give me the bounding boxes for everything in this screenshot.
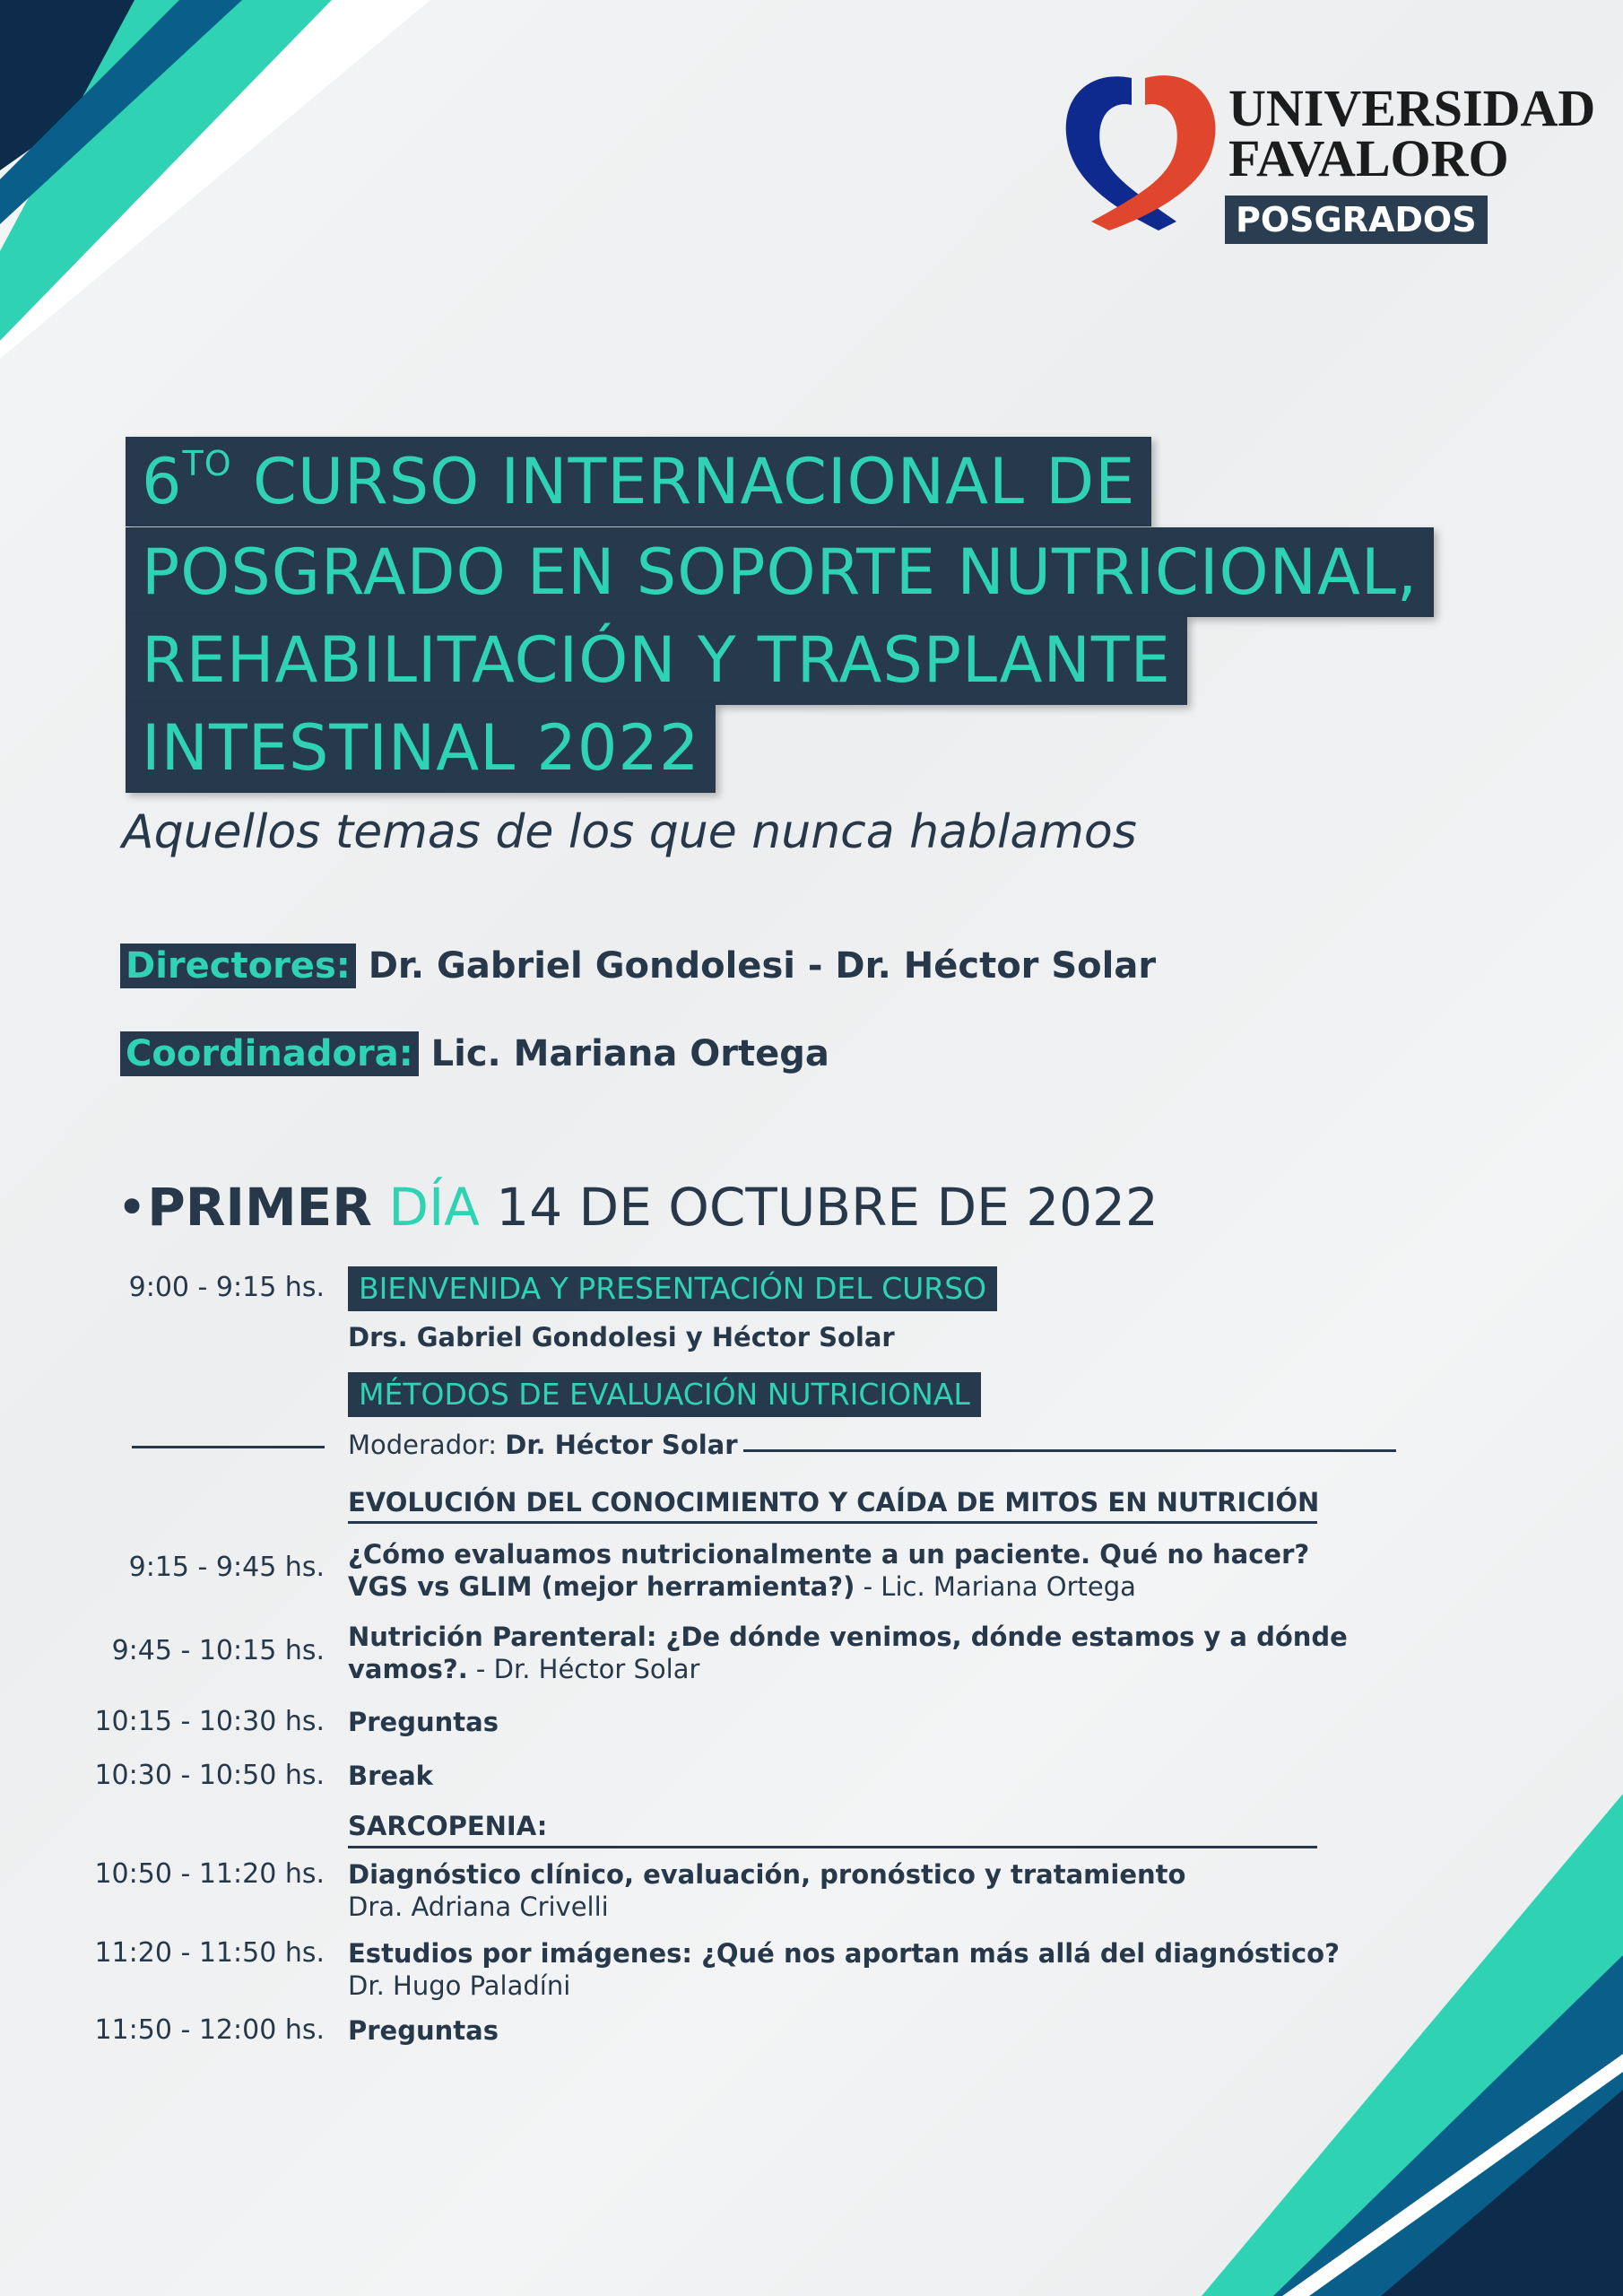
talk-title: Diagnóstico clínico, evaluación, pronóstico y tratamiento (348, 1859, 1186, 1890)
time: 9:45 - 10:15 hs. (111, 1635, 325, 1666)
divider (348, 1521, 1317, 1524)
coordinadora-value: Lic. Mariana Ortega (430, 1033, 829, 1074)
coordinadora (120, 1033, 829, 1074)
time: 11:50 - 12:00 hs. (94, 2014, 325, 2046)
title-line3: REHABILITACIÓN Y TRASPLANTE (126, 615, 1187, 705)
speakers: Drs. Gabriel Gondolesi y Héctor Solar (348, 1322, 895, 1352)
heart-logo-icon (1060, 65, 1221, 235)
speaker: - Dr. Héctor Solar (467, 1654, 700, 1684)
time: 10:50 - 11:20 hs. (94, 1858, 325, 1890)
day-date: 14 DE OCTUBRE DE 2022 (496, 1177, 1159, 1238)
moderator (348, 1430, 738, 1460)
title-line4: INTESTINAL 2022 (126, 703, 716, 793)
bullet: • (117, 1177, 148, 1238)
logo-line2: FAVALORO (1228, 129, 1509, 187)
block-box: MÉTODOS DE EVALUACIÓN NUTRICIONAL (348, 1372, 981, 1417)
talk-title: ¿Cómo evaluamos nutricionalmente a un paciente. Qué no hacer? (348, 1539, 1310, 1570)
title-line1 (126, 437, 1151, 526)
talk-title: Break (348, 1761, 433, 1791)
speaker: - Lic. Mariana Ortega (855, 1571, 1136, 1602)
time: 10:30 - 10:50 hs. (94, 1760, 325, 1791)
directores (120, 945, 1156, 987)
directores-value: Dr. Gabriel Gondolesi - Dr. Héctor Solar (368, 945, 1157, 987)
time: 9:00 - 9:15 hs. (128, 1272, 325, 1303)
talk-title: Nutrición Parenteral: ¿De dónde venimos, dónde estamos y a dónde (348, 1622, 1348, 1652)
time: 10:15 - 10:30 hs. (94, 1706, 325, 1737)
directores-label: Directores: (120, 944, 356, 988)
talk-title: Preguntas (348, 1707, 499, 1737)
moderator-name: Dr. Héctor Solar (505, 1430, 738, 1460)
title-line2: POSGRADO EN SOPORTE NUTRICIONAL, (126, 527, 1434, 617)
posgrados-badge: POSGRADOS (1225, 196, 1488, 244)
subtitle: Aquellos temas de los que nunca hablamos (122, 805, 1137, 859)
time: 9:15 - 9:45 hs. (128, 1552, 325, 1583)
divider (743, 1449, 1396, 1452)
moderator-label: Moderador: (348, 1430, 498, 1460)
divider (348, 1846, 1317, 1848)
title-ordinal-sup: TO (182, 444, 232, 483)
talk-title: Estudios por imágenes: ¿Qué nos aportan más allá del diagnóstico? (348, 1938, 1340, 1969)
section-heading: EVOLUCIÓN DEL CONOCIMIENTO Y CAÍDA DE MITOS EN NUTRICIÓN (348, 1487, 1320, 1518)
title-ordinal: 6 (142, 445, 183, 518)
day-word2: DÍA (388, 1177, 480, 1238)
speaker: Dra. Adriana Crivelli (348, 1892, 609, 1922)
title-line1-rest: INTERNACIONAL DE (500, 445, 1136, 518)
title-curso: CURSO (252, 445, 481, 518)
time: 11:20 - 11:50 hs. (94, 1937, 325, 1969)
day-word1: PRIMER (147, 1177, 372, 1238)
talk-title-cont: vamos?. (348, 1654, 468, 1684)
divider (132, 1446, 325, 1448)
day-heading (117, 1177, 1159, 1238)
coordinadora-label: Coordinadora: (120, 1031, 419, 1076)
talk-title-cont: VGS vs GLIM (mejor herramienta?) (348, 1571, 855, 1602)
logo-line1: UNIVERSIDAD (1228, 79, 1596, 137)
speaker: Dr. Hugo Paladíni (348, 1970, 571, 2001)
talk-line2 (348, 1654, 699, 1684)
session-box: BIENVENIDA Y PRESENTACIÓN DEL CURSO (348, 1266, 997, 1311)
talk-line2 (348, 1571, 1136, 1602)
talk-title: Preguntas (348, 2015, 499, 2046)
section-heading: SARCOPENIA: (348, 1811, 548, 1841)
